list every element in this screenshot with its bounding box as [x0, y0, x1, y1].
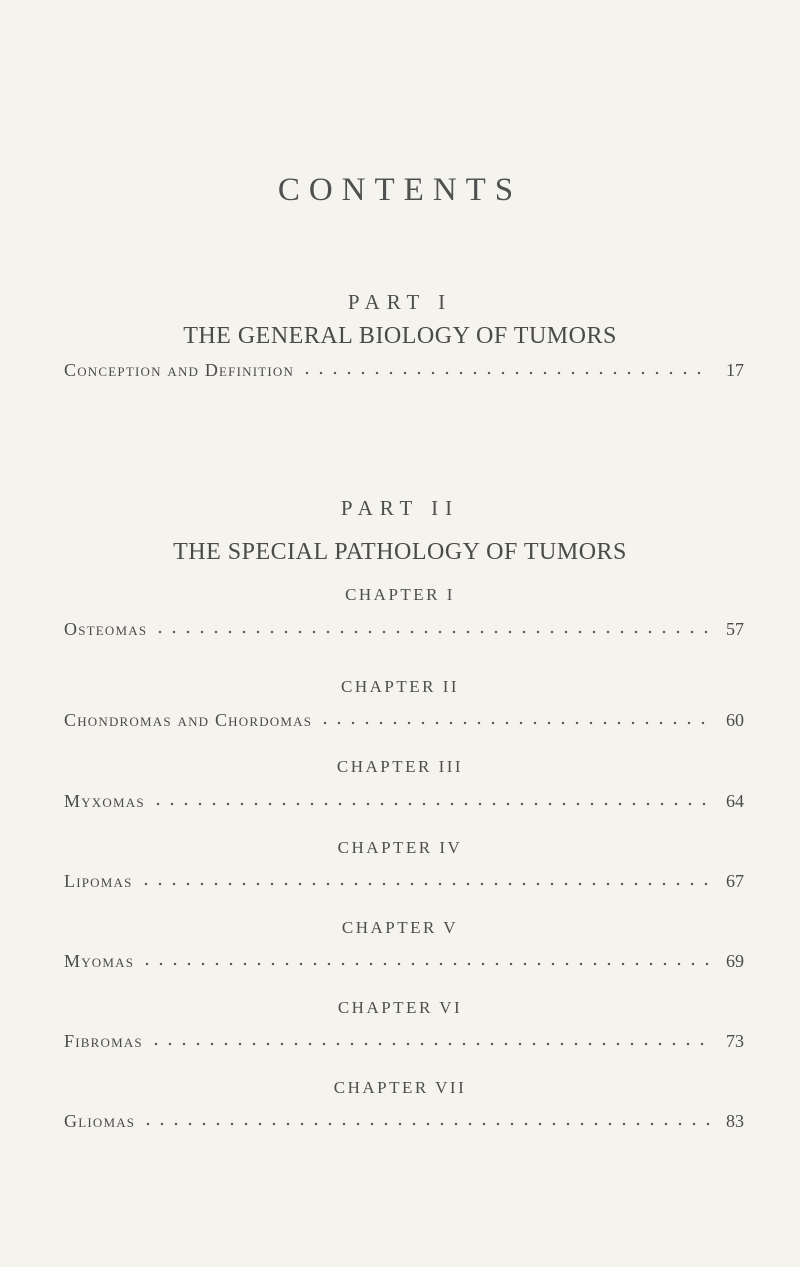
part-title: THE SPECIAL PATHOLOGY OF TUMORS: [173, 539, 627, 565]
entry-title: Myxomas: [64, 791, 145, 811]
entry-page-number: 64: [726, 791, 744, 811]
dot-leader: [318, 720, 710, 726]
dot-leader: [300, 370, 710, 376]
entry-title: Osteomas: [64, 619, 148, 639]
chapter-label: CHAPTER II: [340, 677, 460, 696]
dot-leader: [151, 801, 710, 807]
part-title: THE GENERAL BIOLOGY OF TUMORS: [183, 323, 617, 349]
entry-title: Gliomas: [64, 1111, 136, 1131]
entry-title: Myomas: [64, 951, 135, 971]
dot-leader: [140, 961, 710, 967]
chapter-label: CHAPTER VII: [333, 1078, 467, 1097]
dot-leader: [141, 1121, 710, 1127]
entry-page-number: 67: [726, 871, 744, 891]
dot-leader: [139, 881, 710, 887]
chapter-label: CHAPTER VI: [337, 998, 463, 1017]
entry-title: Lipomas: [64, 871, 133, 891]
page-title: CONTENTS: [277, 172, 523, 208]
part-label: PART I: [347, 290, 453, 314]
entry-page-number: 69: [726, 951, 744, 971]
toc-entry[interactable]: [64, 355, 744, 381]
toc-entry[interactable]: [64, 1026, 744, 1052]
entry-title: Chondromas and Chordomas: [64, 710, 313, 730]
toc-entry[interactable]: [64, 614, 744, 640]
entry-title: Fibromas: [64, 1031, 143, 1051]
entry-title: Conception and Definition: [64, 360, 295, 380]
entry-page-number: 73: [726, 1031, 744, 1051]
toc-entry[interactable]: [64, 1106, 744, 1132]
chapter-label: CHAPTER III: [336, 757, 464, 776]
chapter-label: CHAPTER IV: [337, 838, 463, 857]
entry-page-number: 17: [726, 360, 744, 380]
toc-entry[interactable]: [64, 946, 744, 972]
toc-entry[interactable]: [64, 705, 744, 731]
entry-page-number: 60: [726, 710, 744, 730]
entry-page-number: 83: [726, 1111, 744, 1131]
chapter-label: CHAPTER V: [341, 918, 459, 937]
part-label: PART II: [340, 496, 460, 520]
dot-leader: [153, 629, 710, 635]
toc-entry[interactable]: [64, 786, 744, 812]
toc-entry[interactable]: [64, 866, 744, 892]
dot-leader: [149, 1041, 710, 1047]
entry-page-number: 57: [726, 619, 744, 639]
chapter-label: CHAPTER I: [345, 585, 455, 604]
